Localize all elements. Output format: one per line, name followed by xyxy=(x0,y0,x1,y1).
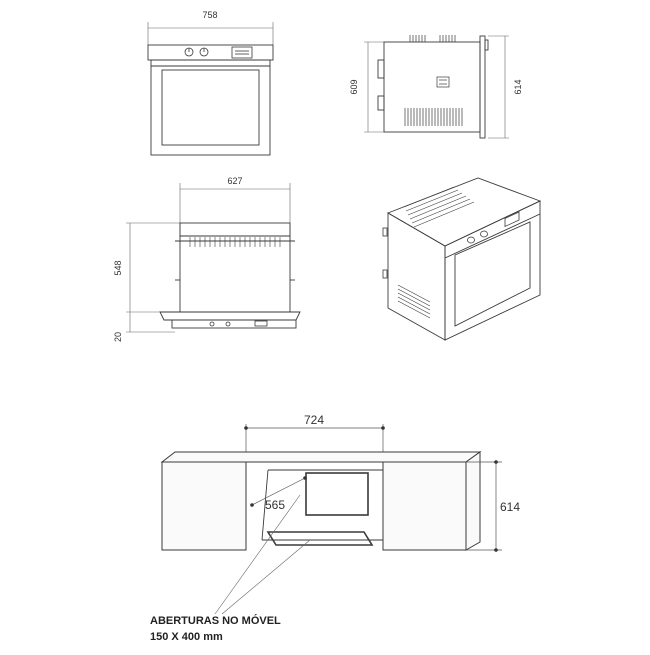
top-grille xyxy=(190,237,280,247)
front-width-dimension xyxy=(148,22,273,45)
caption-opening-size: 150 X 400 mm xyxy=(150,631,223,643)
side-mid-vent xyxy=(437,77,449,87)
rear-opening xyxy=(306,473,368,515)
side-height-dimension xyxy=(364,42,384,132)
top-depth-dimension xyxy=(126,223,180,312)
front-width-label: 758 xyxy=(202,10,218,20)
isometric-view xyxy=(383,178,540,340)
cutout-depth-label: 565 xyxy=(265,498,286,512)
iso-body-outline xyxy=(388,178,540,340)
cutout-width-label: 724 xyxy=(303,413,325,427)
top-width-label: 627 xyxy=(227,176,243,186)
side-total-height-label: 614 xyxy=(513,79,523,95)
front-oven-outline xyxy=(148,45,273,155)
front-display-panel xyxy=(232,47,252,58)
top-handle-knobs xyxy=(210,321,267,326)
side-height-label: 609 xyxy=(349,79,359,95)
cutout-height-label: 614 xyxy=(500,500,521,514)
top-door-dimension xyxy=(126,312,175,332)
bottom-opening xyxy=(268,532,372,545)
side-total-height-dimension xyxy=(488,36,509,138)
top-depth-label: 548 xyxy=(113,260,123,276)
top-door-label: 20 xyxy=(113,331,123,343)
side-view xyxy=(349,35,523,138)
top-view xyxy=(113,176,300,342)
iso-side-brackets xyxy=(383,228,387,278)
control-knob-right xyxy=(200,48,208,56)
control-knob-left xyxy=(185,48,193,56)
iso-top-grille xyxy=(404,187,474,227)
cabinet-outline xyxy=(162,452,480,550)
top-width-dimension xyxy=(180,183,290,240)
cabinet-view xyxy=(150,413,520,643)
iso-side-vents xyxy=(398,285,430,318)
side-oven-body xyxy=(378,36,488,138)
front-view xyxy=(148,10,273,155)
side-bottom-vents xyxy=(405,108,462,126)
caption-openings: ABERTURAS NO MÓVEL xyxy=(150,615,281,627)
side-top-vents xyxy=(410,35,455,42)
